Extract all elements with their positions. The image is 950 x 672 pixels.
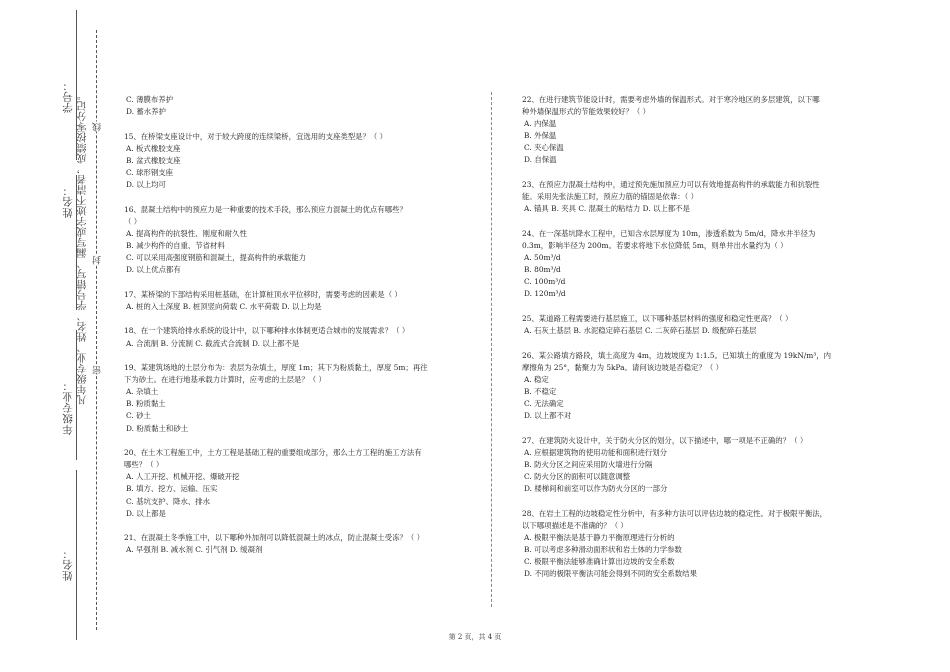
option: B. 外保温	[524, 131, 557, 141]
left-column	[124, 94, 464, 556]
option: B. 减少构件的自重、节省材料	[126, 240, 225, 250]
question-stem-cont: 种外墙保温形式的节能效果较好？（ ）	[522, 107, 650, 117]
option: D. 自保温	[524, 155, 557, 165]
option: B. 防火分区之间应采用防火墙进行分隔	[524, 459, 653, 469]
name-label: 姓名：	[62, 185, 74, 218]
question-22	[522, 94, 862, 167]
question-stem: 15、在桥梁支座设计中，对于较大跨度的连续梁桥，宜选用的支座类型是？（ ）	[124, 131, 388, 141]
option: B. 可以考虑多种滑动面形状和岩土体的力学参数	[524, 544, 682, 554]
question-27	[522, 435, 862, 495]
question-stem: 27、在建筑防火设计中，关于防火分区的划分，以下描述中，哪一项是不正确的？（ ）	[522, 435, 808, 445]
question-stem-cont: 摩擦角为 25°，黏聚力为 5kPa。请问该边坡是否稳定？（ ）	[522, 362, 723, 372]
option: B. 粉质黏土	[126, 399, 166, 409]
question-stem: 16、混凝土结构中的预应力是一种重要的技术手段，那么预应力混凝土的优点有哪些？	[124, 204, 407, 214]
option: D. 不同的极限平衡法可能会得到不同的安全系数结果	[524, 569, 697, 579]
option: C. 防火分区的面积可以随意调整	[524, 471, 631, 481]
question-stem: 21、在混凝土冬季施工中，以下哪种外加剂可以降低混凝土的冰点，防止混凝土受冻？（ ）	[124, 533, 424, 543]
option: A. 桩的入土深度 B. 桩顶竖向荷载 C. 水平荷载 D. 以上均是	[126, 301, 322, 311]
option: D. 以上均可	[126, 180, 166, 190]
option: B. 不稳定	[524, 386, 557, 396]
question-stem: 18、在一个建筑给排水系统的设计中，以下哪种排水体制更适合城市的发展需求？（ ）	[124, 326, 410, 336]
question-stem: 20、在土木工程施工中，土方工程是基础工程的重要组成部分，那么土方工程的施工方法有	[124, 448, 422, 458]
option: D. 楼梯间和前室可以作为防火分区的一部分	[524, 484, 668, 494]
question-19	[124, 362, 464, 435]
seal-feng: 封	[93, 255, 103, 265]
option: C. 球形钢支座	[126, 167, 174, 177]
option: A. 早强剂 B. 减水剂 C. 引气剂 D. 缓凝剂	[126, 545, 263, 555]
question-24	[522, 228, 862, 301]
question-16	[124, 204, 464, 277]
option: A. 合流制 B. 分流制 C. 截流式合流制 D. 以上都不是	[126, 338, 300, 348]
question-stem: 26、某公路填方路段，填土高度为 4m，边坡坡度为 1:1.5。已知填土的重度为 19kN/m³，内	[522, 350, 832, 360]
option: A. 锚具 B. 夹具 C. 混凝土的粘结力 D. 以上都不是	[524, 204, 690, 214]
question-23	[522, 179, 862, 215]
class-major-label: 年级专业：	[62, 380, 74, 435]
question-28	[522, 508, 862, 581]
option: D. 以上优点都有	[126, 265, 181, 275]
school-label: 姓名：	[62, 548, 74, 581]
option: A. 极限平衡法是基于静力平衡原理进行分析的	[524, 532, 675, 542]
question-25	[522, 313, 862, 337]
question-stem: 23、在预应力混凝土结构中，通过预先施加预应力可以有效地提高构件的承载能力和抗裂性	[522, 180, 820, 190]
option: C. 薄膜布养护	[126, 95, 174, 104]
seal-mi: 密	[93, 365, 103, 375]
option: A. 杂填土	[126, 387, 159, 397]
question-20	[124, 447, 464, 520]
question-stem-cont: 能。采用先张法施工时，预应力筋的锚固是依靠：（ ）	[522, 192, 699, 202]
option: A. 稳定	[524, 374, 549, 384]
question-17	[124, 289, 464, 313]
question-stem: 22、在进行建筑节能设计时，需要考虑外墙的保温形式。对于寒冷地区的多层建筑，以下哪	[522, 95, 820, 104]
question-stem-cont: 0.3m，影响半径为 200m。若要求将地下水位降低 5m，则单井出水量约为（ ）	[522, 240, 788, 250]
question-stem: 19、某建筑场地的土层分布为：表层为杂填土，厚度 1m；其下为粉质黏土，厚度 5m；再往	[124, 363, 428, 373]
question-15	[124, 131, 464, 191]
option: A. 50m³/d	[524, 253, 561, 263]
question-stem: 17、某桥梁的下部结构采用桩基础，在计算桩顶水平位移时，需要考虑的因素是（ ）	[124, 289, 402, 299]
question-18	[124, 325, 464, 349]
option: C. 100m³/d	[524, 277, 566, 287]
option: D. 蓄水养护	[126, 107, 166, 117]
option: C. 基坑支护、降水、排水	[126, 496, 210, 506]
option: A. 人工开挖、机械开挖、爆破开挖	[126, 472, 240, 482]
student-id-label: 学号：	[62, 80, 74, 113]
seal-dashed-line	[96, 30, 97, 630]
question-26	[522, 350, 862, 423]
right-column	[522, 94, 862, 580]
binding-strip	[0, 0, 110, 672]
option: D. 以上都不对	[524, 411, 572, 421]
option: C. 可以采用高强度钢筋和混凝土，提高构件的承载能力	[126, 253, 307, 263]
option: C. 无法确定	[524, 398, 564, 408]
page-footer: 第 2 页，共 4 页	[448, 633, 502, 641]
option: B. 盆式橡胶支座	[126, 155, 181, 165]
option: A. 板式橡胶支座	[126, 143, 181, 153]
question-stem: 24、在一深基坑降水工程中，已知含水层厚度为 10m，渗透系数为 5m/d，降水井半径为	[522, 228, 816, 238]
question-stem: 28、在岩土工程的边坡稳定性分析中，有多种方法可以评估边坡的稳定性。对于极限平衡法，	[522, 508, 828, 518]
option: B. 填方、挖方、运输、压实	[126, 484, 218, 494]
binding-notice: 凡年级专业、姓名、学号错写、漏写或字迹不清者，成绩按零分记。	[78, 90, 89, 405]
binding-line	[76, 470, 77, 640]
option: C. 砂土	[126, 411, 151, 421]
question-stem-cont: 以下哪项描述是不准确的？（ ）	[522, 520, 628, 530]
question-14-tail	[124, 94, 464, 118]
question-stem-cont: 下为砂土。在进行地基承载力计算时，应考虑的土层是？（ ）	[124, 375, 326, 385]
column-divider	[491, 92, 492, 607]
option: A. 内保温	[524, 119, 557, 129]
option: B. 80m³/d	[524, 265, 561, 275]
option: C. 极限平衡法能够准确计算出边坡的安全系数	[524, 557, 675, 566]
option: A. 石灰土基层 B. 水泥稳定碎石基层 C. 二灰碎石基层 D. 级配碎石基层	[524, 326, 757, 335]
option: A. 应根据建筑物的使用功能和面积进行划分	[524, 447, 668, 457]
option: D. 以上都是	[126, 508, 166, 518]
seal-xian: 线	[93, 122, 103, 132]
question-stem: 25、某道路工程需要进行基层施工，以下哪种基层材料的强度和稳定性更高？（ ）	[522, 313, 793, 323]
question-stem-cont: （ ）	[124, 216, 142, 226]
option: C. 夹心保温	[524, 143, 564, 153]
option: D. 120m³/d	[524, 289, 566, 299]
question-21	[124, 532, 464, 556]
question-stem-cont: 哪些？（ ）	[124, 460, 164, 470]
option: A. 提高构件的抗裂性、刚度和耐久性	[126, 228, 247, 238]
option: D. 粉质黏土和砂土	[126, 423, 189, 433]
